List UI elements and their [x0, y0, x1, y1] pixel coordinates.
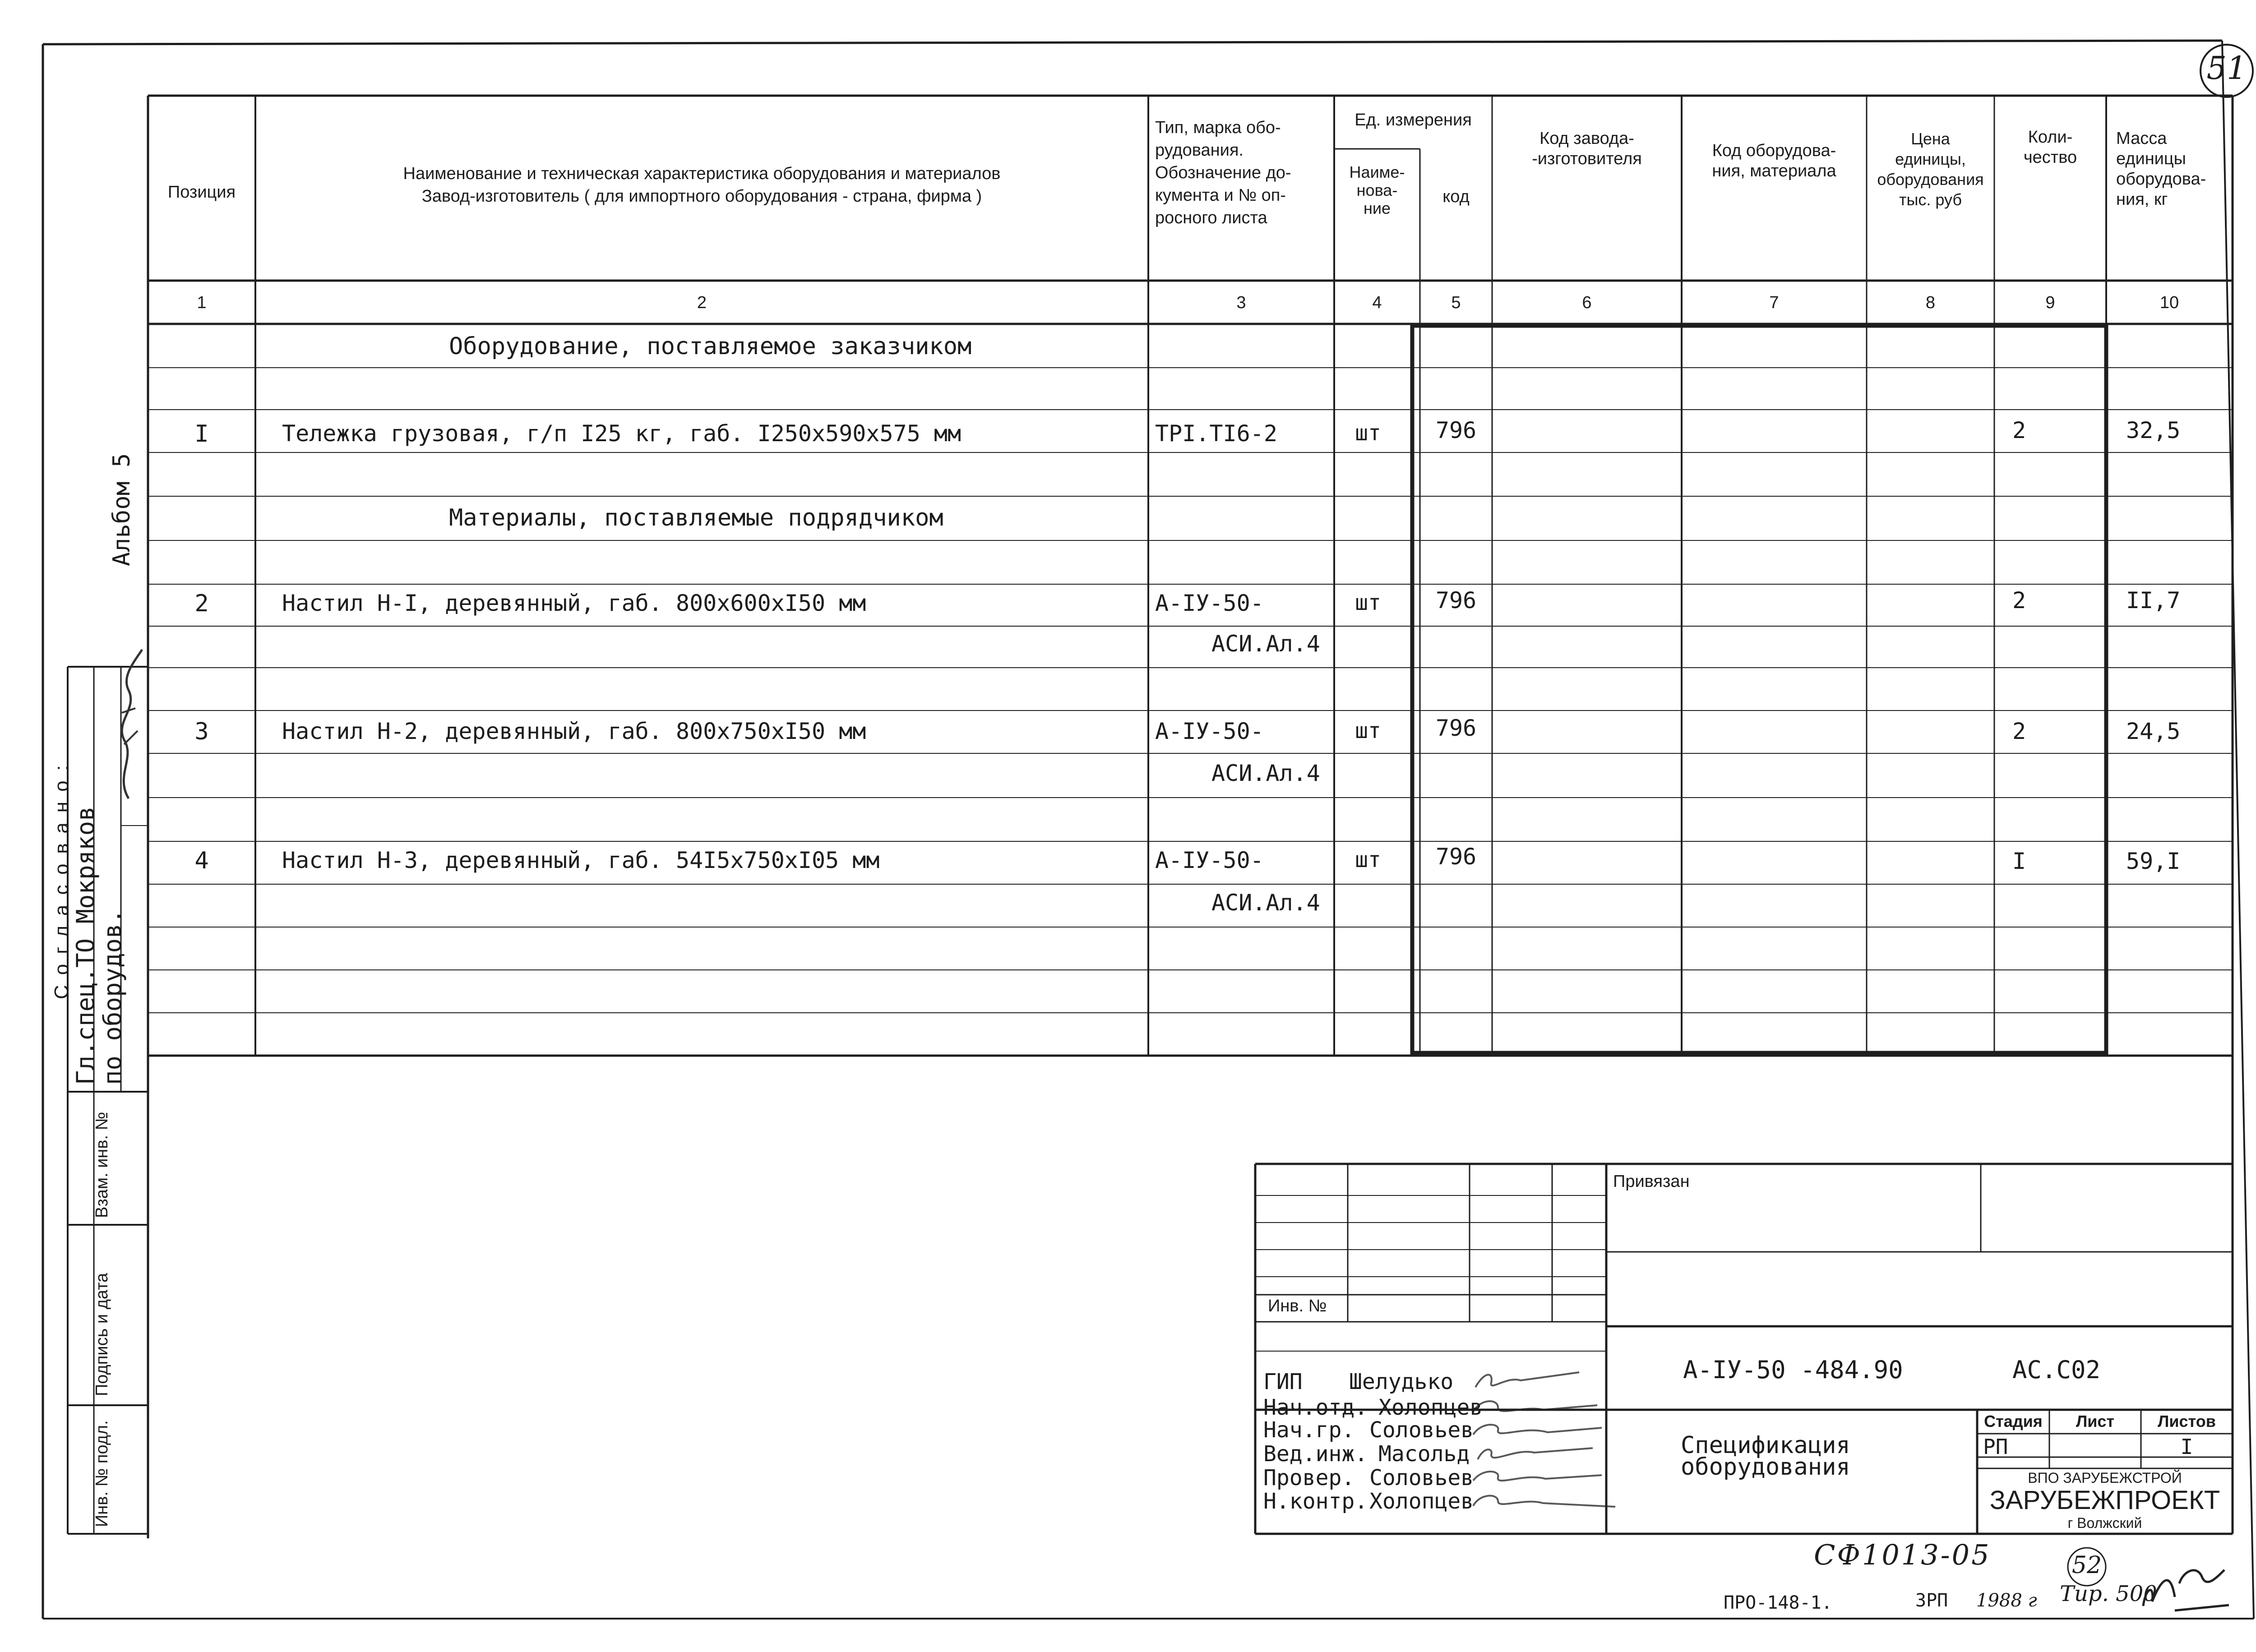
signer-role: Н.контр.	[1263, 1489, 1368, 1514]
row-name: Настил Н-2, деревянный, габ. 800x750xI50 мм	[282, 718, 866, 744]
header-mass	[2116, 129, 2229, 210]
row-quantity: 2	[2012, 417, 2026, 443]
col-number: 1	[197, 293, 207, 312]
header-name	[255, 162, 1148, 208]
row-doc: А-IУ-50-	[1155, 847, 1264, 873]
header-equipment-code-line2: ния, материала	[1712, 162, 1836, 180]
tb-sheets-header: Листов	[2158, 1412, 2216, 1431]
header-type	[1155, 116, 1331, 229]
album-label: Альбом 5	[108, 453, 135, 566]
row-position: 4	[194, 847, 209, 874]
row-unit-code: 796	[1435, 587, 1477, 614]
row-unit-code: 796	[1435, 417, 1477, 443]
row-quantity: 2	[2012, 587, 2026, 614]
header-price-line2: единицы,	[1895, 150, 1966, 168]
tb-org-line1: ВПО ЗАРУБЕЖСТРОЙ	[2028, 1470, 2182, 1486]
row-unit: шт	[1355, 718, 1381, 743]
row-mass: II,7	[2126, 587, 2181, 614]
tb-mark: АС.С02	[2012, 1356, 2101, 1384]
header-type-line4: кумента и № оп-	[1155, 186, 1286, 205]
signer-name: Масольд	[1378, 1441, 1470, 1467]
row-position: 2	[194, 590, 209, 617]
approval-line2: по оборудов.	[98, 909, 127, 1085]
header-type-line3: Обозначение до-	[1155, 163, 1291, 182]
header-mass-line4: ния, кг	[2116, 190, 2168, 209]
row-unit-code: 796	[1435, 844, 1477, 870]
header-equipment-code	[1682, 141, 1867, 181]
header-unit-code: код	[1442, 187, 1470, 206]
row-name: Тележка грузовая, г/п I25 кг, габ. I250x590x575 мм	[282, 420, 962, 447]
row-quantity: I	[2012, 848, 2026, 874]
header-quantity-line1: Коли-	[2028, 128, 2073, 147]
header-price-line3: оборудования	[1877, 170, 1984, 189]
tb-doc-title-line1: Спецификация	[1681, 1432, 1850, 1459]
row-unit: шт	[1355, 590, 1381, 615]
row-name: Настил Н-3, деревянный, габ. 54I5x750xI05 мм	[282, 847, 880, 873]
header-plant-code	[1492, 129, 1682, 169]
header-price-line4: тыс. руб	[1899, 190, 1962, 209]
print-info-year: 1988 г	[1976, 1590, 2037, 1611]
tb-doc-title	[1681, 1432, 1850, 1481]
row-mass: 32,5	[2126, 417, 2181, 443]
signer-name: Соловьев	[1369, 1465, 1474, 1490]
col-number: 3	[1236, 293, 1246, 312]
tb-org-line3: г Волжский	[2067, 1515, 2142, 1531]
signer-name: Холопцев	[1369, 1489, 1474, 1514]
margin-signature	[97, 641, 147, 803]
header-type-line2: рудования.	[1155, 141, 1244, 160]
row-doc-cont: АСИ.Ал.4	[1211, 890, 1320, 916]
col-number: 9	[2045, 293, 2055, 312]
row-unit: шт	[1355, 420, 1381, 446]
stamp-inv-podl: Инв. № подл.	[92, 1420, 111, 1527]
header-mass-line2: единицы	[2116, 149, 2186, 168]
header-plant-code-line2: -изготовителя	[1532, 149, 1642, 168]
header-unit-name-line3: ние	[1363, 199, 1391, 217]
tb-stage-header: Стадия	[1984, 1412, 2043, 1431]
header-mass-line1: Масса	[2116, 129, 2167, 148]
row-doc-cont: АСИ.Ал.4	[1211, 760, 1320, 786]
corner-signature	[2134, 1552, 2238, 1620]
approval-label: Согласовано:	[51, 755, 73, 999]
signer-role: Вед.инж.	[1263, 1441, 1368, 1467]
row-doc: А-IУ-50-	[1155, 718, 1264, 744]
row-position: I	[194, 420, 209, 448]
tb-sheet-header: Лист	[2076, 1412, 2115, 1431]
tb-stage: РП	[1983, 1435, 2008, 1459]
header-quantity	[1994, 127, 2106, 168]
col-number: 6	[1582, 293, 1592, 312]
col-number: 5	[1451, 293, 1461, 312]
header-name-line2: Завод-изготовитель ( для импортного оборудования - страна, фирма )	[421, 187, 982, 206]
signer-name: Шелудько	[1349, 1369, 1454, 1394]
print-info-mid: ЗРП	[1915, 1590, 1948, 1611]
header-unit-name-line2: нова-	[1356, 181, 1398, 199]
col-number: 8	[1925, 293, 1936, 312]
signer-role: Нач.отд.	[1263, 1395, 1368, 1420]
stamp-vzam-inv: Взам. инв. №	[92, 1112, 111, 1218]
signer-role: ГИП	[1263, 1369, 1303, 1394]
row-doc: ТРI.ТI6-2	[1155, 420, 1277, 447]
section-heading: Оборудование, поставляемое заказчиком	[449, 333, 972, 360]
header-unit: Ед. измерения	[1355, 111, 1472, 129]
row-quantity: 2	[2012, 718, 2026, 744]
signer-name: Соловьев	[1369, 1417, 1474, 1443]
col-number: 4	[1372, 293, 1382, 312]
tb-privyazan: Привязан	[1613, 1172, 1690, 1191]
row-position: 3	[194, 718, 209, 745]
header-unit-name	[1334, 163, 1420, 217]
approval-line1: Гл.спец.ТО Мокряков	[71, 806, 100, 1085]
signatures-handwritten	[1466, 1362, 1615, 1534]
header-price	[1867, 129, 1994, 210]
header-equipment-code-line1: Код оборудова-	[1712, 141, 1836, 160]
header-plant-code-line1: Код завода-	[1539, 129, 1634, 148]
tb-inv-no: Инв. №	[1268, 1297, 1327, 1315]
col-number: 2	[697, 293, 707, 312]
col-number: 7	[1769, 293, 1779, 312]
archive-circle-number: 52	[2071, 1552, 2102, 1579]
tb-designation: А-IУ-50 -484.90	[1683, 1356, 1903, 1384]
stamp-signature-date: Подпись и дата	[92, 1273, 111, 1396]
row-doc: А-IУ-50-	[1155, 590, 1264, 616]
header-name-line1: Наименование и техническая характеристика оборудования и материалов	[403, 164, 1001, 183]
row-unit-code: 796	[1435, 715, 1477, 741]
col-number: 10	[2159, 293, 2179, 312]
header-type-line1: Тип, марка обо-	[1155, 118, 1281, 137]
tb-sheets: I	[2180, 1435, 2193, 1459]
row-mass: 59,I	[2126, 848, 2181, 874]
header-position: Позиция	[167, 183, 236, 202]
row-mass: 24,5	[2126, 718, 2181, 744]
signer-role: Нач.гр.	[1263, 1417, 1355, 1443]
section-heading: Материалы, поставляемые подрядчиком	[449, 504, 943, 531]
header-price-line1: Цена	[1911, 129, 1950, 148]
header-unit-name-line1: Наиме-	[1349, 163, 1405, 181]
tb-org-line2: ЗАРУБЕЖПРОЕКТ	[1989, 1486, 2220, 1515]
header-type-line5: росного листа	[1155, 208, 1267, 227]
header-mass-line3: оборудова-	[2116, 170, 2206, 189]
print-info-left: ПРО-148-1.	[1724, 1592, 1832, 1613]
row-name: Настил Н-I, деревянный, габ. 800x600xI50 мм	[282, 590, 866, 616]
signer-role: Провер.	[1263, 1465, 1355, 1490]
page-number: 51	[2206, 50, 2247, 87]
signer-name: Холопцев	[1378, 1395, 1483, 1420]
tb-doc-title-line2: оборудования	[1681, 1454, 1850, 1481]
print-info-run: Тир. 500	[2060, 1581, 2157, 1606]
row-doc-cont: АСИ.Ал.4	[1211, 631, 1320, 657]
archive-number: СФ1013-05	[1814, 1538, 1991, 1571]
header-quantity-line2: чество	[2023, 148, 2077, 167]
row-unit: шт	[1355, 847, 1381, 872]
